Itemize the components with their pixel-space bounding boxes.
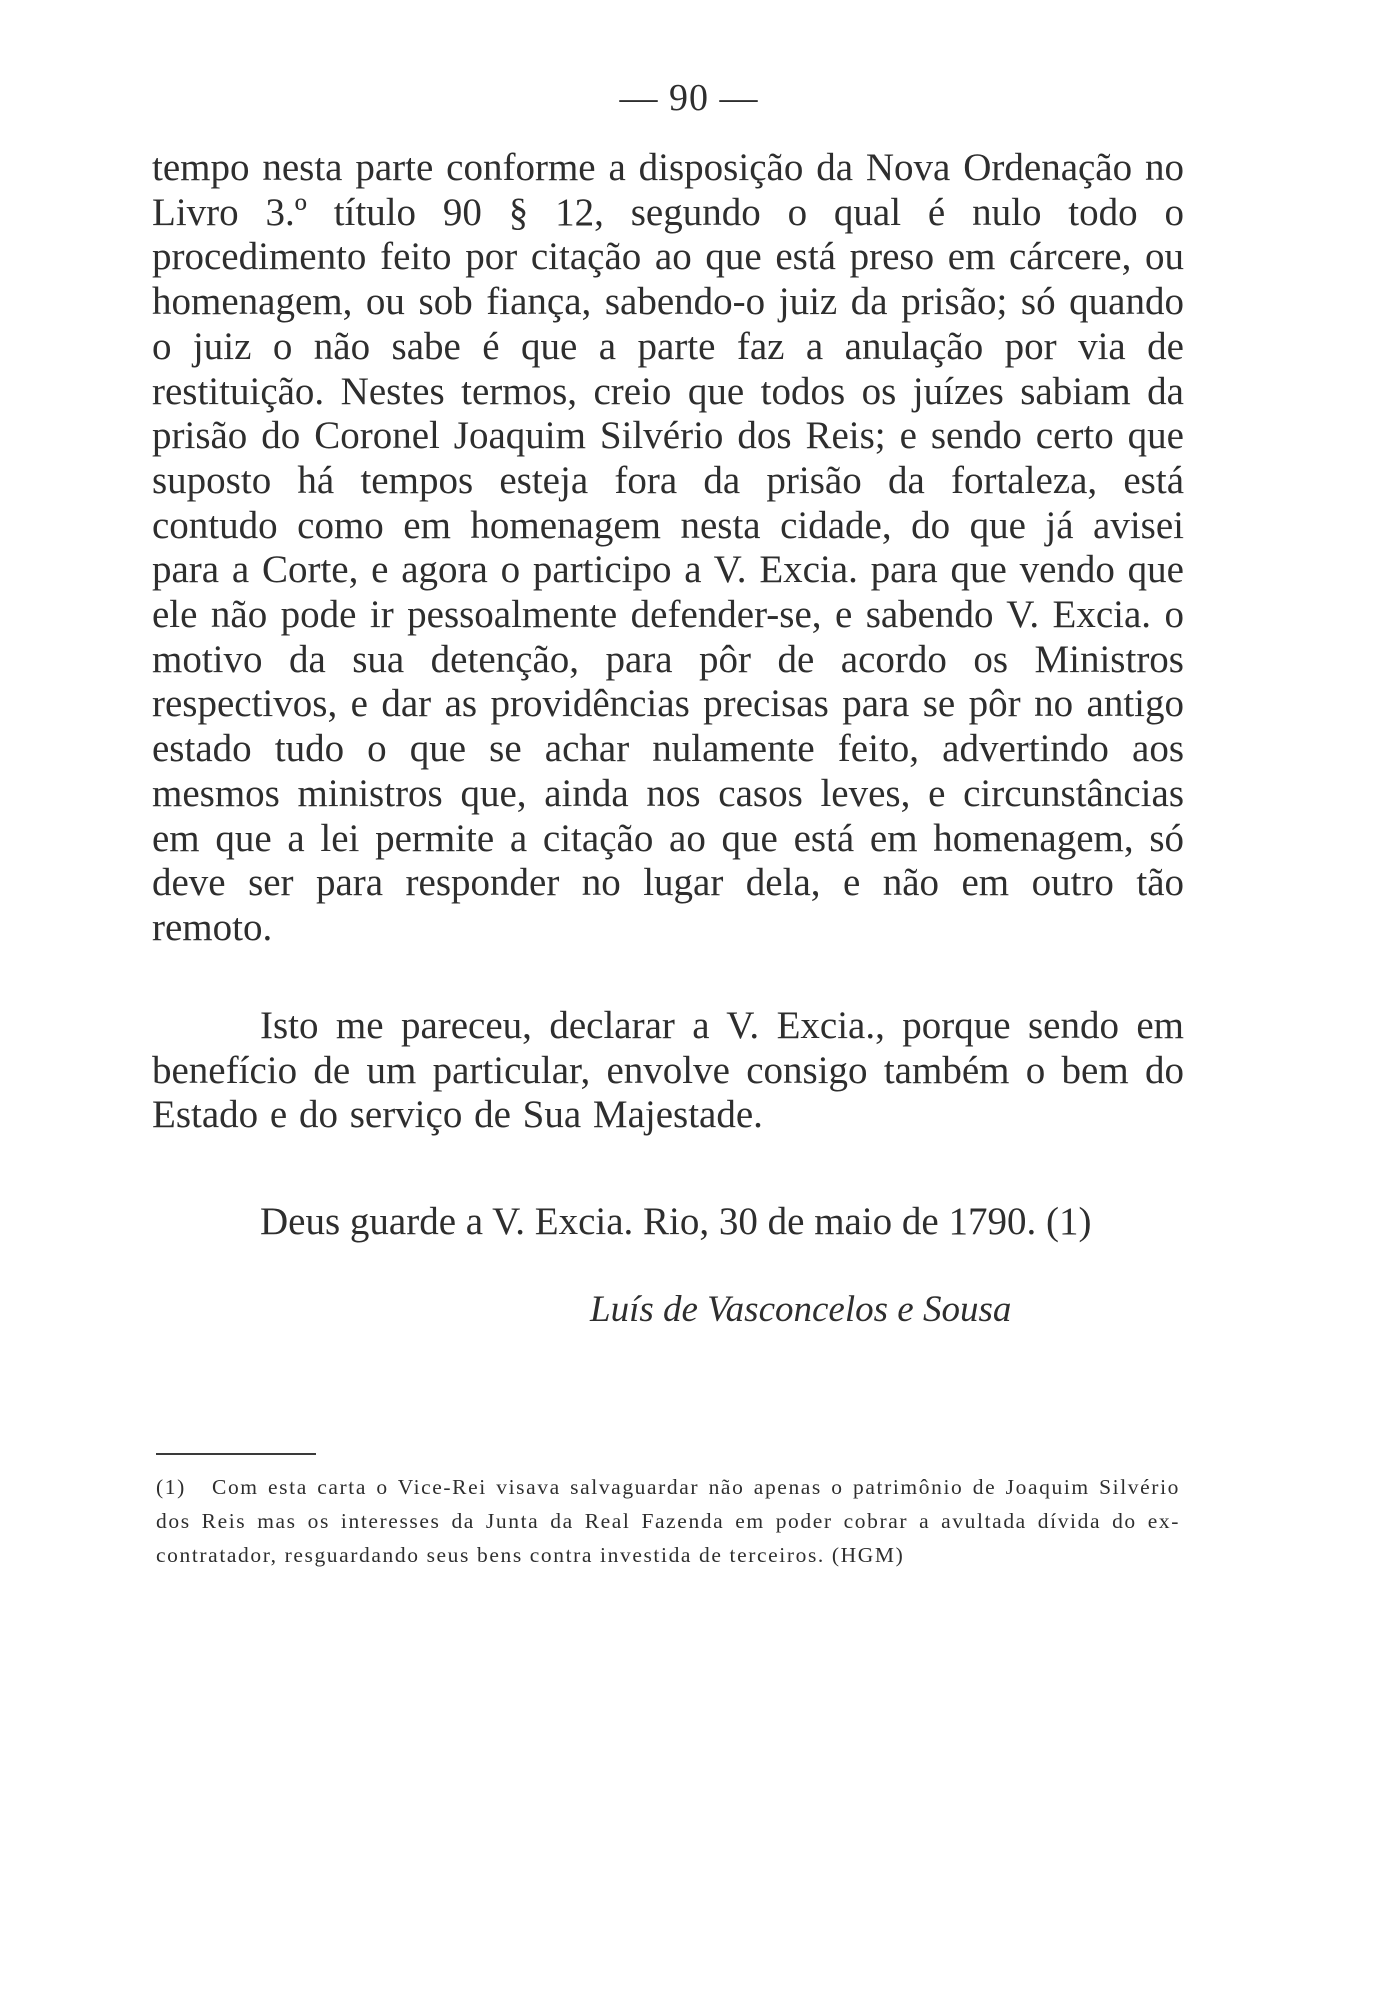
paragraph-text: tempo nesta parte conforme a disposição da Nova Ordenação no Livro 3.º título 90 § 12, segundo o qual é nulo todo o procedimento feito por citação ao que está preso em cárcere, ou homenagem, ou sob fiança, sabendo-o juiz da prisão; só quando o juiz o não sabe é que a parte faz a anulação por via de restituição. Nestes termos, creio que todos os juízes sabiam da prisão do Coronel Joaquim Silvério dos Reis; e sendo certo que suposto há tempos esteja fora da prisão da fortaleza, está contudo como em homenagem nesta cidade, do que já avisei para a Corte, e agora o participo a V. Excia. para que vendo que ele não pode ir pessoalmente defender-se, e sabendo V. Excia. o motivo da sua detenção, para pôr de acordo os Ministros respectivos, e dar as providências precisas para se pôr no antigo estado tudo o que se achar nulamente feito, advertindo aos mesmos ministros que, ainda nos casos leves, e circunstâncias em que a lei permite a citação ao que está em homenagem, só deve ser para responder no lugar dela, e não em outro tão remoto. [152, 146, 1184, 949]
body-paragraph-2: Isto me pareceu, declarar a V. Excia., porque sendo em benefício de um particular, envolve consigo também o bem do Estado e do serviço de Sua Majestade. [152, 1004, 1184, 1137]
footnote-marker: (1) [156, 1475, 186, 1499]
footnote-text: Com esta carta o Vice-Rei visava salvaguardar não apenas o patrimônio de Joaquim Silvério dos Reis mas os interesses da Junta da Real Fazenda em poder cobrar a avultada dívida do ex-contratador, resguardando seus bens contra investida de terceiros. (HGM) [156, 1475, 1180, 1567]
footnote [156, 1470, 1180, 1572]
closing-line: Deus guarde a V. Excia. Rio, 30 de maio de 1790. (1) [260, 1200, 1092, 1243]
page-number: — 90 — [619, 77, 759, 119]
footnote-divider [156, 1453, 316, 1455]
body-paragraph-1 [152, 146, 1184, 951]
signature: Luís de Vasconcelos e Sousa [590, 1289, 1012, 1330]
